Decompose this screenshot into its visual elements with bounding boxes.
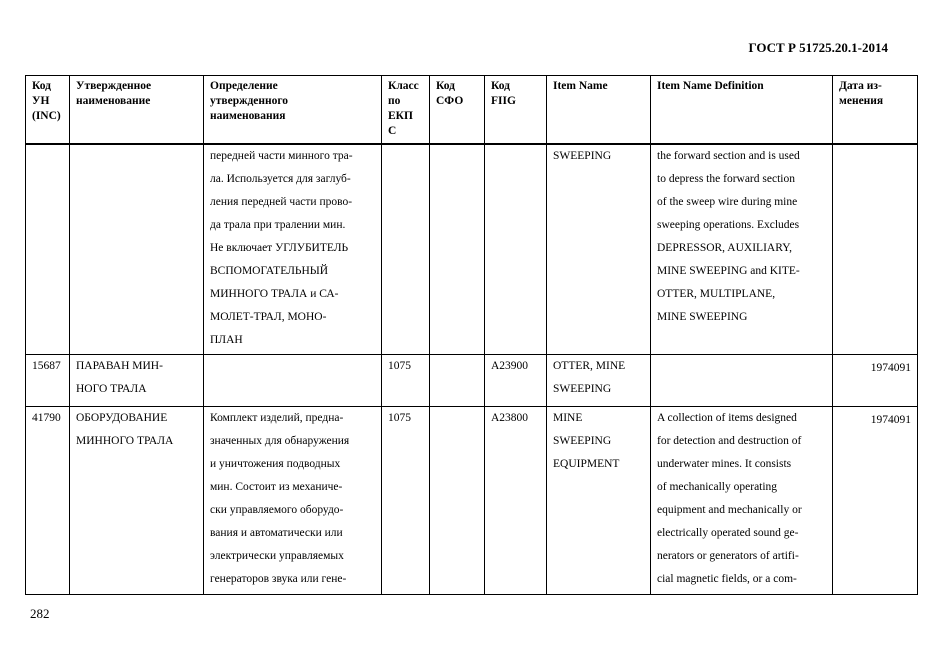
cell-item-name: MINE SWEEPING EQUIPMENT — [547, 406, 651, 594]
table-row — [26, 144, 918, 355]
header-approved-name: Утвержденное наименование — [70, 76, 204, 144]
header-fiig: Код FIIG — [485, 76, 547, 144]
header-class: Класс по ЕКП С — [382, 76, 430, 144]
document-standard-code: ГОСТ Р 51725.20.1-2014 — [748, 40, 888, 55]
page-number: 282 — [30, 606, 50, 621]
table-header-row — [26, 76, 918, 144]
table-row — [26, 354, 918, 406]
header-inc: Код УН (INC) — [26, 76, 70, 144]
cell-class: 1075 — [382, 406, 430, 594]
cell-approved-name: ПАРАВАН МИН- НОГО ТРАЛА — [70, 354, 204, 406]
cell-change-date: 1974091 — [833, 354, 918, 406]
cell-class — [382, 144, 430, 355]
cell-class: 1075 — [382, 354, 430, 406]
cell-item-name: SWEEPING — [547, 144, 651, 355]
cell-sfo — [430, 144, 485, 355]
cell-inc: 41790 — [26, 406, 70, 594]
catalog-table — [25, 75, 918, 595]
cell-change-date: 1974091 — [833, 406, 918, 594]
header-change-date: Дата из- менения — [833, 76, 918, 144]
cell-fiig: A23800 — [485, 406, 547, 594]
table-row — [26, 406, 918, 594]
cell-sfo — [430, 354, 485, 406]
cell-definition: передней части минного тра- ла. Используется для заглуб- ления передней части прово- да трала при тралении мин. Не включает УГЛУБИТЕЛЬ ВСПОМОГАТЕЛЬНЫЙ МИННОГО ТРАЛА и СА- МОЛЕТ-ТРАЛ, МОНО- ПЛАН — [204, 144, 382, 355]
cell-sfo — [430, 406, 485, 594]
cell-inc — [26, 144, 70, 355]
cell-inc: 15687 — [26, 354, 70, 406]
cell-change-date — [833, 144, 918, 355]
header-definition: Определение утвержденного наименования — [204, 76, 382, 144]
cell-fiig — [485, 144, 547, 355]
header-sfo: Код СФО — [430, 76, 485, 144]
header-item-name: Item Name — [547, 76, 651, 144]
cell-item-name-definition: A collection of items designed for detection and destruction of underwater mines. It consists of mechanically operating equipment and mechanically or electrically operated sound ge- nerators or generators of artifi- cial magnetic fields, or a com- — [651, 406, 833, 594]
cell-approved-name: ОБОРУДОВАНИЕ МИННОГО ТРАЛА — [70, 406, 204, 594]
cell-fiig: A23900 — [485, 354, 547, 406]
cell-item-name: OTTER, MINE SWEEPING — [547, 354, 651, 406]
cell-approved-name — [70, 144, 204, 355]
cell-item-name-definition — [651, 354, 833, 406]
cell-definition — [204, 354, 382, 406]
header-item-name-definition: Item Name Definition — [651, 76, 833, 144]
cell-definition: Комплект изделий, предна- значенных для обнаружения и уничтожения подводных мин. Состоит из механиче- ски управляемого оборудо- вания и автоматически или электрически управляемых генераторов звука или гене- — [204, 406, 382, 594]
cell-item-name-definition: the forward section and is used to depress the forward section of the sweep wire during mine sweeping operations. Excludes DEPRESSOR, AUXILIARY, MINE SWEEPING and KITE- OTTER, MULTIPLANE, MINE SWEEPING — [651, 144, 833, 355]
